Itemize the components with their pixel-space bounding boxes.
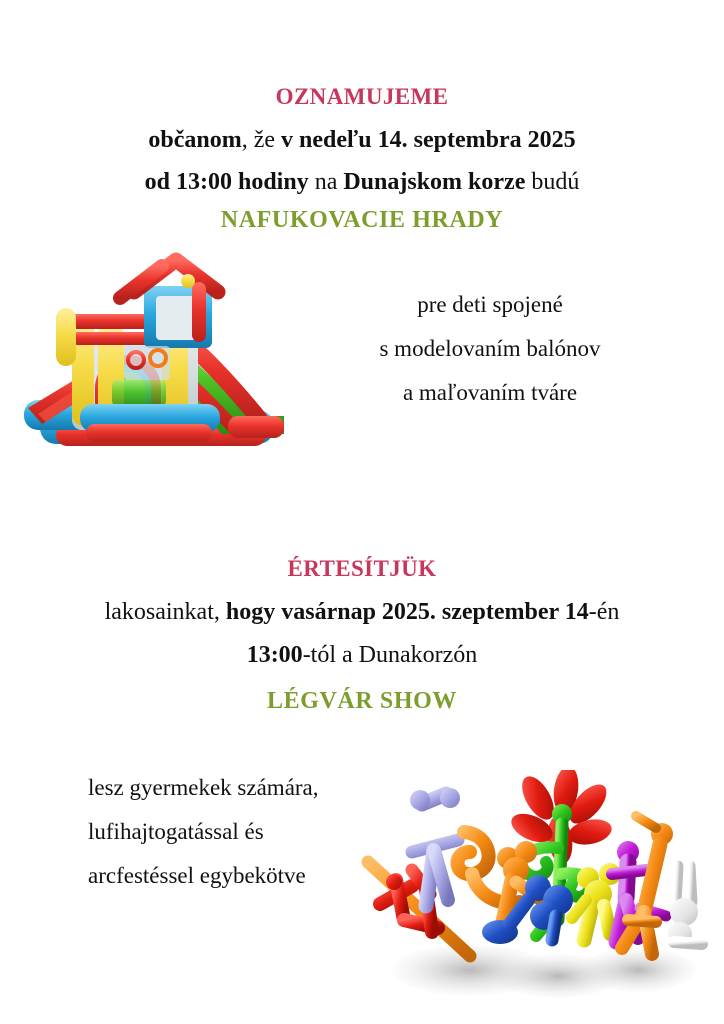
white-rabbit-balloon <box>668 866 702 946</box>
balloon-animals-image <box>360 770 720 1020</box>
hungarian-body-line-3: arcfestéssel egybekötve <box>88 863 306 888</box>
slovak-line2-part1: od 13:00 hodiny <box>144 169 309 195</box>
slovak-body-line-1: pre deti spojené <box>417 292 563 317</box>
hungarian-line-1 <box>0 600 724 624</box>
hungarian-subheading: LÉGVÁR SHOW <box>267 688 457 714</box>
slovak-body-line-3: a maľovaním tváre <box>402 380 578 405</box>
slovak-line1-part3: v nedeľu 14. septembra 2025 <box>281 127 576 153</box>
slovak-line2-part2: na <box>308 169 344 195</box>
slovak-description-block <box>330 283 650 415</box>
slovak-line2-part3: Dunajskom korze <box>343 169 526 195</box>
slovak-heading: OZNAMUJEME <box>275 84 449 109</box>
slovak-line-2 <box>0 170 724 194</box>
hungarian-line1-part1: lakosainkat, <box>104 599 226 625</box>
slovak-body-line-2: s modelovaním balónov <box>379 336 601 361</box>
hungarian-body-line-2: lufihajtogatással és <box>88 819 264 844</box>
slovak-subheading: NAFUKOVACIE HRADY <box>220 207 504 233</box>
slovak-line2-part4: budú <box>525 169 580 195</box>
slovak-line-1 <box>0 128 724 152</box>
hungarian-line2-part2: -tól a Dunakorzón <box>302 642 478 668</box>
slovak-line1-part2: , že <box>241 127 282 153</box>
slovak-line1-part1: občanom <box>148 127 242 153</box>
hungarian-line2-part1: 13:00 <box>246 642 303 668</box>
hungarian-line1-part3: -én <box>588 599 620 625</box>
hungarian-heading: ÉRTESÍTJÜK <box>287 556 437 581</box>
bouncy-castle-image <box>16 248 294 460</box>
balloon-animals-illustration <box>360 770 720 1020</box>
hungarian-body-line-1: lesz gyermekek számára, <box>88 775 319 800</box>
hungarian-line1-part2: hogy vasárnap 2025. szeptember 14 <box>225 599 589 625</box>
bouncy-castle-illustration <box>16 248 294 460</box>
hungarian-line-2 <box>0 643 724 667</box>
